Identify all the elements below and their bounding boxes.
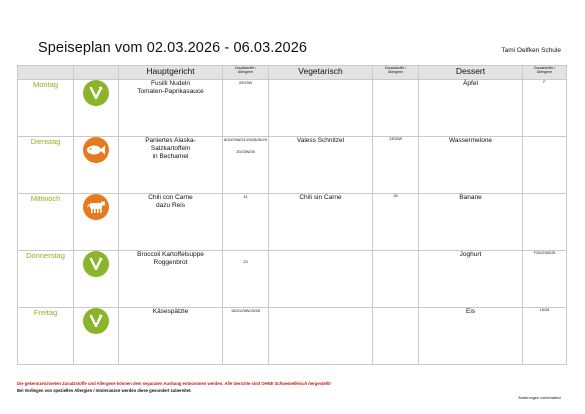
main-codes: 8/20/23W/21/23/25/26/29 20/23W/26 <box>223 137 269 194</box>
dessert: Eis <box>419 308 523 365</box>
day-label: Montag <box>18 80 74 137</box>
dessert: Banane <box>419 194 523 251</box>
veg-dish: Valess Schnitzel <box>269 137 373 194</box>
veg-dish: Chili sin Carne <box>269 194 373 251</box>
main-dish: Broccoli Kartoffelsuppe Roggenbrot <box>119 251 223 308</box>
header-main-codes: Zusatzstoffe / Allergene <box>223 66 269 80</box>
header-veg: Vegetarisch <box>269 66 373 80</box>
day-label: Dienstag <box>18 137 74 194</box>
day-label: Donnerstag <box>18 251 74 308</box>
main-dish: Fusilli Nudeln Tomaten-Paprikasauce <box>119 80 223 137</box>
main-dish: Käsespätzle <box>119 308 223 365</box>
day-label: Mittwoch <box>18 194 74 251</box>
dessert: Wassermelone <box>419 137 523 194</box>
icon-cell <box>74 251 119 308</box>
dessert: Joghurt <box>419 251 523 308</box>
icon-cell <box>74 308 119 365</box>
header-main: Hauptgericht <box>119 66 223 80</box>
day-label: Freitag <box>18 308 74 365</box>
header-row <box>18 66 567 80</box>
dessert-codes: F/20/23W/26 <box>523 251 567 308</box>
veg-dish <box>269 251 373 308</box>
table-row <box>18 251 567 308</box>
dessert-codes: 15/26 <box>523 308 567 365</box>
page-title: Speiseplan vom 02.03.2026 - 06.03.2026 <box>38 40 308 56</box>
veg-dish <box>269 80 373 137</box>
table-row <box>18 80 567 137</box>
veg-codes <box>373 80 419 137</box>
header-icon <box>74 66 119 80</box>
icon-cell <box>74 137 119 194</box>
main-codes: 15/20/23W/23/26 <box>223 308 269 365</box>
main-dish: Paniertes Alaska- Salzkartoffeln in Bechamel <box>119 137 223 194</box>
fish-icon <box>83 137 109 163</box>
veg-dish <box>269 308 373 365</box>
table-row <box>18 194 567 251</box>
header-day <box>18 66 74 80</box>
main-dish: Chili con Carne dazu Reis <box>119 194 223 251</box>
table-row <box>18 308 567 365</box>
footer-note-changes: Änderungen vorbehalten! <box>518 396 561 400</box>
header-veg-codes: Zusatzstoffe / Allergene <box>373 66 419 80</box>
cow-icon <box>83 194 109 220</box>
dessert-codes <box>523 194 567 251</box>
dessert: Äpfel <box>419 80 523 137</box>
menu-table <box>17 65 567 365</box>
footer-note-intolerances: Bei Vorliegen von speziellen Allergien / Intoleranzen werden diese gesondert zubereitet. <box>17 388 192 393</box>
icon-cell <box>74 194 119 251</box>
dessert-codes <box>523 137 567 194</box>
header-dessert: Dessert <box>419 66 523 80</box>
vegan-v-icon <box>83 80 109 106</box>
dessert-codes: F <box>523 80 567 137</box>
main-codes: 20/23W <box>223 80 269 137</box>
veg-codes: 26 <box>373 194 419 251</box>
header-dessert-codes: Zusatzstoffe / Allergene <box>523 66 567 80</box>
main-codes: 23 <box>223 251 269 308</box>
main-codes: 31 <box>223 194 269 251</box>
footer-note-allergens: Die gekennzeichneten Zusatzstoffe und Allergene können dem separaten Aushang entnommen werden. Alle Gerichte sind OHNE Schweinefleisch hergestellt! <box>17 381 331 386</box>
veg-codes <box>373 251 419 308</box>
veg-codes <box>373 308 419 365</box>
vegan-v-icon <box>83 308 109 334</box>
school-name: Tami Oelfken Schule <box>501 47 561 54</box>
veg-codes: 23/26W <box>373 137 419 194</box>
vegan-v-icon <box>83 251 109 277</box>
table-row <box>18 137 567 194</box>
icon-cell <box>74 80 119 137</box>
